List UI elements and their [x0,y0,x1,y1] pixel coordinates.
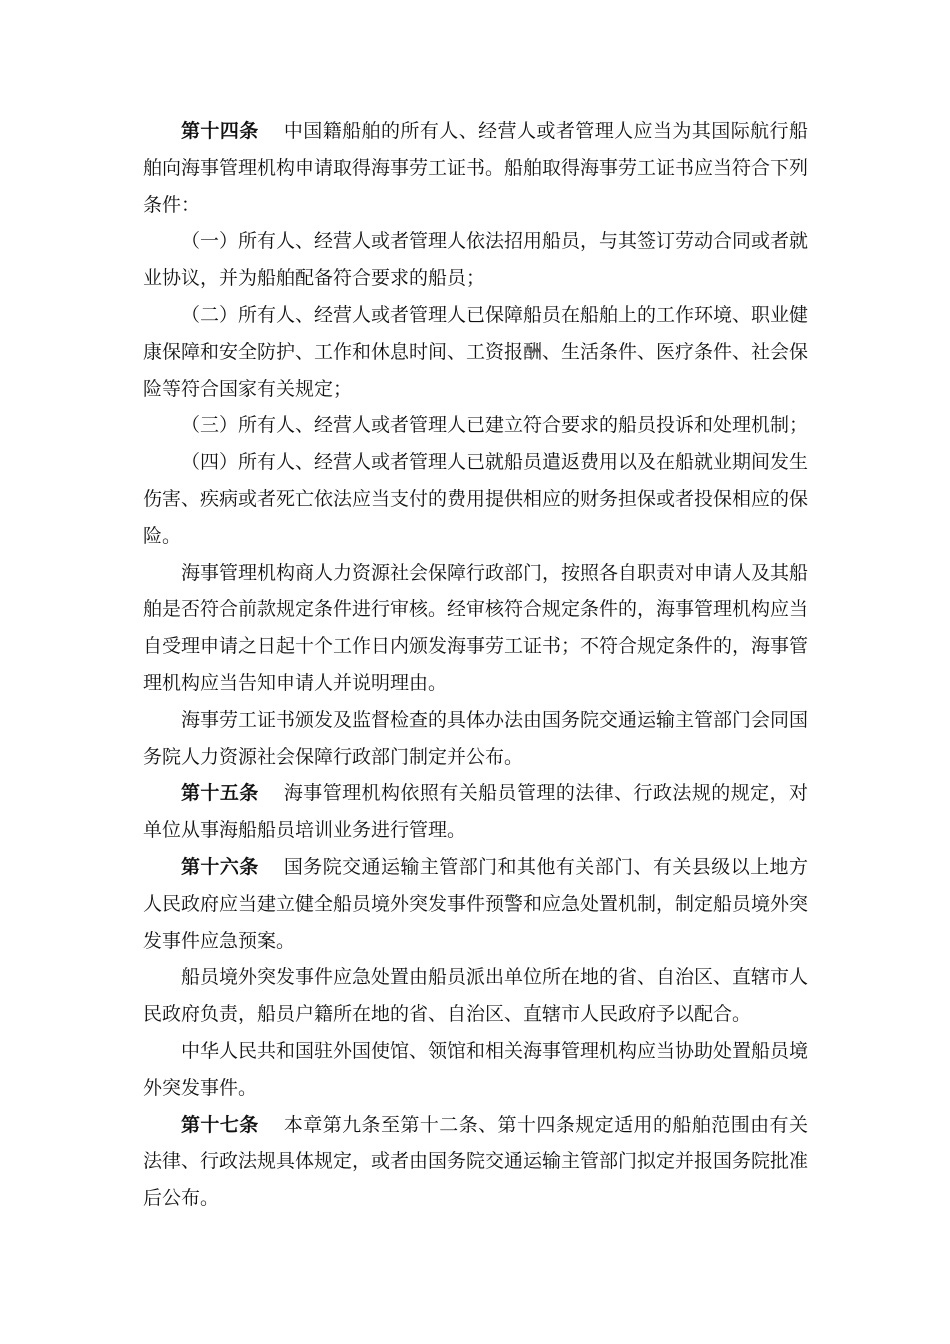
paragraph-article-14 [143,113,808,223]
paragraph-text: 中华人民共和国驻外国使馆、领馆和相关海事管理机构应当协助处置船员境外突发事件。 [143,1039,809,1099]
paragraph-text: （三）所有人、经营人或者管理人已建立符合要求的船员投诉和处理机制； [181,414,809,437]
paragraph-item-4 [143,444,808,554]
paragraph-text: 海事管理机构商人力资源社会保障行政部门，按照各自职责对申请人及其船舶是否符合前款规定条件进行审核。经审核符合规定条件的，海事管理机构应当自受理申请之日起十个工作日内颁发海事劳工证书；不符合规定条件的，海事管理机构应当告知申请人并说明理由。 [143,561,809,694]
paragraph-text: 船员境外突发事件应急处置由船员派出单位所在地的省、自治区、直辖市人民政府负责，船员户籍所在地的省、自治区、直辖市人民政府予以配合。 [143,966,809,1026]
article-number: 第十五条 [181,782,259,805]
paragraph-text: （一）所有人、经营人或者管理人依法招用船员，与其签订劳动合同或者就业协议，并为船舶配备符合要求的船员； [143,230,809,290]
article-number: 第十四条 [181,120,259,142]
article-number: 第十七条 [181,1113,259,1136]
paragraph-emergency-handling [143,959,808,1033]
paragraph-review [143,555,808,702]
paragraph-item-3 [143,407,808,444]
paragraph-text: 国务院交通运输主管部门和其他有关部门、有关县级以上地方人民政府应当建立健全船员境外突发事件预警和应急处置机制，制定船员境外突发事件应急预案。 [143,855,809,952]
paragraph-article-17 [143,1107,808,1217]
paragraph-certificate-rules [143,702,808,776]
paragraph-text: （四）所有人、经营人或者管理人已就船员遣返费用以及在船就业期间发生伤害、疾病或者死亡依法应当支付的费用提供相应的财务担保或者投保相应的保险。 [143,451,809,547]
document-body [143,113,808,1217]
paragraph-text: 海事管理机构依照有关船员管理的法律、行政法规的规定，对单位从事海船船员培训业务进行管理。 [143,782,808,842]
paragraph-text: 中国籍船舶的所有人、经营人或者管理人应当为其国际航行船舶向海事管理机构申请取得海事劳工证书。船舶取得海事劳工证书应当符合下列条件： [143,120,809,216]
paragraph-item-1 [143,223,808,297]
paragraph-text: 海事劳工证书颁发及监督检查的具体办法由国务院交通运输主管部门会同国务院人力资源社会保障行政部门制定并公布。 [143,708,809,768]
paragraph-article-16 [143,849,808,959]
paragraph-item-2 [143,297,808,407]
paragraph-text: （二）所有人、经营人或者管理人已保障船员在船舶上的工作环境、职业健康保障和安全防护、工作和休息时间、工资报酬、生活条件、医疗条件、社会保险等符合国家有关规定； [143,303,809,400]
article-number: 第十六条 [181,855,259,878]
paragraph-embassy-assist [143,1033,808,1107]
paragraph-article-15 [143,775,808,849]
paragraph-text: 本章第九条至第十二条、第十四条规定适用的船舶范围由有关法律、行政法规具体规定，或者由国务院交通运输主管部门拟定并报国务院批准后公布。 [143,1113,809,1210]
